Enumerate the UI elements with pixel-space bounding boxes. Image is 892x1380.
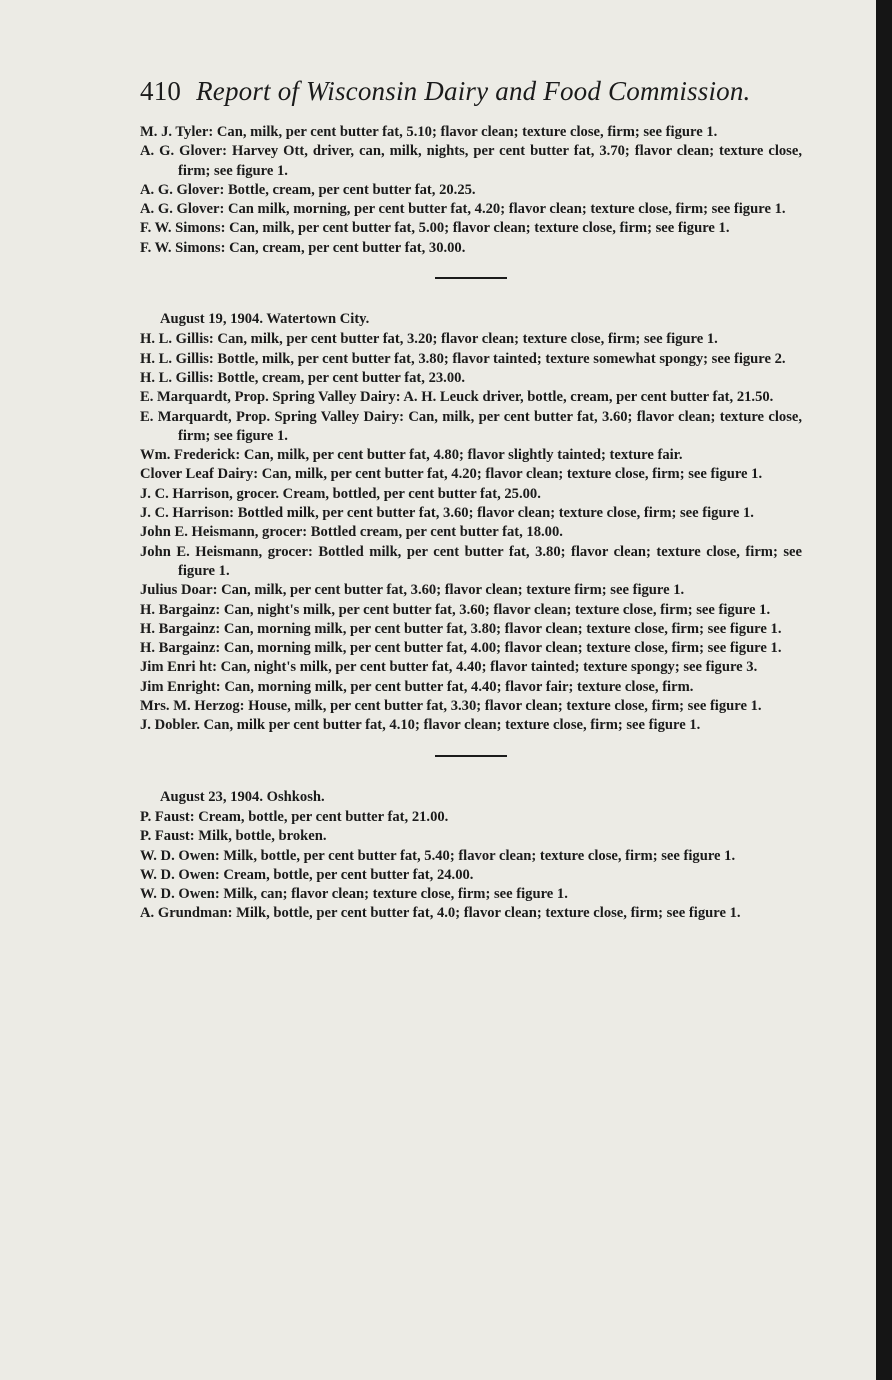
report-section-2	[140, 310, 802, 736]
report-entry: J. C. Harrison, grocer. Cream, bottled, per cent butter fat, 25.00.	[140, 485, 541, 502]
report-entry: M. J. Tyler: Can, milk, per cent butter fat, 5.10; flavor clean; texture close, firm; see figure 1.	[140, 124, 718, 140]
report-entry: E. Marquardt, Prop. Spring Valley Dairy: A. H. Leuck driver, bottle, cream, per cent butter fat, 21.50.	[140, 389, 774, 406]
page-header	[140, 76, 802, 107]
scan-edge	[876, 0, 892, 1380]
report-entry: Wm. Frederick: Can, milk, per cent butter fat, 4.80; flavor slightly tainted; texture fair.	[140, 447, 683, 464]
report-entry: John E. Heismann, grocer: Bottled cream, per cent butter fat, 18.00.	[140, 524, 563, 541]
report-entry: H. L. Gillis: Can, milk, per cent butter fat, 3.20; flavor clean; texture close, firm; see figure 1.	[140, 331, 718, 348]
report-entry: J. Dobler. Can, milk per cent butter fat, 4.10; flavor clean; texture close, firm; see figure 1.	[140, 717, 701, 734]
report-entry: W. D. Owen: Milk, can; flavor clean; texture close, firm; see figure 1.	[140, 886, 568, 903]
section-date: August 23, 1904. Oshkosh.	[160, 788, 325, 805]
report-entry: John E. Heismann, grocer: Bottled milk, per cent butter fat, 3.80; flavor clean; texture close, firm; see figure 1.	[140, 543, 802, 579]
report-entry: Jim Enri ht: Can, night's milk, per cent butter fat, 4.40; flavor tainted; texture spongy; see figure 3.	[140, 659, 758, 676]
report-entry: H. L. Gillis: Bottle, milk, per cent butter fat, 3.80; flavor tainted; texture somewhat spongy; see figure 2.	[140, 350, 786, 367]
report-entry: Mrs. M. Herzog: House, milk, per cent butter fat, 3.30; flavor clean; texture close, firm; see figure 1.	[140, 698, 762, 715]
report-entry: A. G. Glover: Can milk, morning, per cent butter fat, 4.20; flavor clean; texture close, firm; see figure 1.	[140, 201, 786, 218]
report-entry: W. D. Owen: Cream, bottle, per cent butter fat, 24.00.	[140, 866, 474, 883]
report-entry: E. Marquardt, Prop. Spring Valley Dairy: Can, milk, per cent butter fat, 3.60; flavor clean; texture close, firm; see figure 1.	[140, 408, 802, 444]
report-entry: H. Bargainz: Can, morning milk, per cent butter fat, 4.00; flavor clean; texture close, firm; see figure 1.	[140, 640, 782, 657]
report-section-3	[140, 788, 802, 924]
report-section-1	[140, 123, 802, 258]
report-entry: F. W. Simons: Can, milk, per cent butter fat, 5.00; flavor clean; texture close, firm; see figure 1.	[140, 220, 730, 237]
running-title: Report of Wisconsin Dairy and Food Commission.	[196, 76, 751, 106]
report-entry: H. Bargainz: Can, morning milk, per cent butter fat, 3.80; flavor clean; texture close, firm; see figure 1.	[140, 620, 782, 637]
document-page	[140, 76, 802, 924]
report-entry: Julius Doar: Can, milk, per cent butter fat, 3.60; flavor clean; texture firm; see figure 1.	[140, 582, 685, 599]
page-number: 410	[140, 76, 182, 106]
section-date: August 19, 1904. Watertown City.	[160, 311, 370, 328]
report-entry: H. L. Gillis: Bottle, cream, per cent butter fat, 23.00.	[140, 369, 466, 386]
report-entry: Clover Leaf Dairy: Can, milk, per cent butter fat, 4.20; flavor clean; texture close, firm; see figure 1.	[140, 466, 763, 483]
report-entry: H. Bargainz: Can, night's milk, per cent butter fat, 3.60; flavor clean; texture close, firm; see figure 1.	[140, 601, 771, 618]
report-entry: A. G. Glover: Harvey Ott, driver, can, milk, nights, per cent butter fat, 3.70; flavor clean; texture close, firm; see figure 1.	[140, 143, 802, 179]
report-entry: P. Faust: Cream, bottle, per cent butter fat, 21.00.	[140, 808, 449, 825]
report-entry: P. Faust: Milk, bottle, broken.	[140, 828, 327, 845]
report-entry: Jim Enright: Can, morning milk, per cent butter fat, 4.40; flavor fair; texture close, firm.	[140, 678, 694, 695]
report-entry: A. G. Glover: Bottle, cream, per cent butter fat, 20.25.	[140, 181, 476, 198]
report-entry: F. W. Simons: Can, cream, per cent butter fat, 30.00.	[140, 239, 466, 256]
report-entry: J. C. Harrison: Bottled milk, per cent butter fat, 3.60; flavor clean; texture close, firm; see figure 1.	[140, 505, 754, 522]
report-entry: A. Grundman: Milk, bottle, per cent butter fat, 4.0; flavor clean; texture close, firm; see figure 1.	[140, 905, 741, 922]
report-entry: W. D. Owen: Milk, bottle, per cent butter fat, 5.40; flavor clean; texture close, firm; see figure 1.	[140, 847, 736, 864]
